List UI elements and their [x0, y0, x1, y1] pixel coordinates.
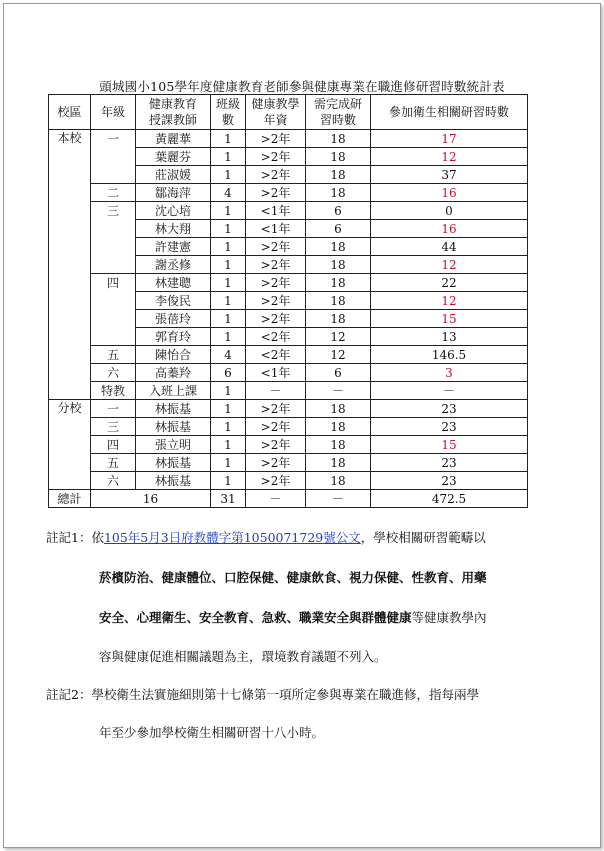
class-count-cell: 1	[211, 238, 246, 256]
required-hours-cell: 18	[306, 274, 371, 292]
attended-hours-cell: 3	[371, 364, 528, 382]
total-required: －	[306, 490, 371, 508]
teaching-years-cell: >2年	[246, 256, 306, 274]
grade-cell	[91, 328, 136, 346]
teacher-cell: 黃麗華	[136, 130, 211, 148]
class-count-cell: 1	[211, 328, 246, 346]
teaching-years-cell: >2年	[246, 418, 306, 436]
official-document-link[interactable]: 105年5月3日府教體字第1050071729號公文	[103, 530, 361, 545]
teacher-cell: 陳怡合	[136, 346, 211, 364]
attended-hours-cell: 23	[371, 400, 528, 418]
attended-hours-cell: 22	[371, 274, 528, 292]
class-count-cell: 1	[211, 274, 246, 292]
grade-cell	[91, 310, 136, 328]
required-hours-cell: 6	[306, 202, 371, 220]
grade-cell	[91, 148, 136, 166]
table-row	[49, 184, 528, 202]
class-count-cell: 1	[211, 220, 246, 238]
required-hours-cell: 6	[306, 364, 371, 382]
table-row	[49, 328, 528, 346]
class-count-cell: 1	[211, 256, 246, 274]
grade-cell	[91, 256, 136, 274]
teaching-years-cell: >2年	[246, 310, 306, 328]
table-row	[49, 238, 528, 256]
attended-hours-cell: 37	[371, 166, 528, 184]
table-row	[49, 418, 528, 436]
attended-hours-cell: 12	[371, 148, 528, 166]
teaching-years-cell: >2年	[246, 454, 306, 472]
teacher-cell: 沈心培	[136, 202, 211, 220]
required-hours-cell: 18	[306, 436, 371, 454]
class-count-cell: 1	[211, 166, 246, 184]
class-count-cell: 1	[211, 292, 246, 310]
column-header: 班級 數	[211, 95, 246, 130]
column-header: 健康教學 年資	[246, 95, 306, 130]
class-count-cell: 1	[211, 436, 246, 454]
teacher-cell: 莊淑媛	[136, 166, 211, 184]
required-hours-cell: 18	[306, 454, 371, 472]
grade-cell: 特教	[91, 382, 136, 400]
teaching-years-cell: <2年	[246, 328, 306, 346]
required-hours-cell: 18	[306, 310, 371, 328]
column-header: 校區	[49, 95, 91, 130]
total-label: 總計	[49, 490, 91, 508]
class-count-cell: 4	[211, 346, 246, 364]
required-hours-cell: 18	[306, 184, 371, 202]
class-count-cell: 1	[211, 130, 246, 148]
teaching-years-cell: >2年	[246, 148, 306, 166]
total-teachers: 16	[91, 490, 211, 508]
teaching-years-cell: <1年	[246, 220, 306, 238]
note-1-prefix: 註記1：依	[46, 530, 104, 545]
note-2-line-2: 年至少參加學校衛生相關研習十八小時。	[99, 725, 325, 740]
attended-hours-cell: 146.5	[371, 346, 528, 364]
required-hours-cell: 12	[306, 346, 371, 364]
table-row	[49, 220, 528, 238]
note-1-after-link: ，學校相關研習範疇以	[360, 530, 486, 545]
note-1-topics-line-1: 菸檳防治、健康體位、口腔保健、健康飲食、視力保健、性教育、用藥	[99, 570, 487, 585]
required-hours-cell: 12	[306, 328, 371, 346]
required-hours-cell: 18	[306, 418, 371, 436]
required-hours-cell: 18	[306, 400, 371, 418]
note-1-line-4: 容與健康促進相關議題為主，環境教育議題不列入。	[99, 649, 387, 664]
teaching-years-cell: >2年	[246, 436, 306, 454]
class-count-cell: 1	[211, 418, 246, 436]
teacher-cell: 林振基	[136, 454, 211, 472]
grade-cell: 四	[91, 274, 136, 292]
attended-hours-cell: 23	[371, 472, 528, 490]
grade-cell: 三	[91, 202, 136, 220]
total-hours: 472.5	[371, 490, 528, 508]
total-years: －	[246, 490, 306, 508]
campus-cell: 分校	[49, 400, 91, 490]
attended-hours-cell: 15	[371, 436, 528, 454]
teacher-cell: 張蓓玲	[136, 310, 211, 328]
class-count-cell: 1	[211, 454, 246, 472]
table-row	[49, 166, 528, 184]
required-hours-cell: 18	[306, 166, 371, 184]
class-count-cell: 6	[211, 364, 246, 382]
teacher-cell: 郭育玲	[136, 328, 211, 346]
grade-cell: 一	[91, 130, 136, 148]
table-row	[49, 202, 528, 220]
column-header: 健康教育 授課教師	[136, 95, 211, 130]
grade-cell	[91, 238, 136, 256]
grade-cell: 一	[91, 400, 136, 418]
grade-cell	[91, 166, 136, 184]
attended-hours-cell: 17	[371, 130, 528, 148]
attended-hours-cell: 16	[371, 184, 528, 202]
class-count-cell: 1	[211, 148, 246, 166]
teaching-years-cell: －	[246, 382, 306, 400]
teaching-years-cell: >2年	[246, 472, 306, 490]
required-hours-cell: 18	[306, 148, 371, 166]
required-hours-cell: 6	[306, 220, 371, 238]
class-count-cell: 1	[211, 382, 246, 400]
attended-hours-cell: －	[371, 382, 528, 400]
class-count-cell: 1	[211, 400, 246, 418]
document-title: 頭城國小105學年度健康教育老師參與健康專業在職進修研習時數統計表	[99, 79, 505, 94]
grade-cell	[91, 220, 136, 238]
table-row	[49, 310, 528, 328]
teacher-cell: 林振基	[136, 400, 211, 418]
total-classes: 31	[211, 490, 246, 508]
required-hours-cell: 18	[306, 292, 371, 310]
teacher-cell: 張立明	[136, 436, 211, 454]
teacher-cell: 林振基	[136, 418, 211, 436]
grade-cell	[91, 292, 136, 310]
teacher-cell: 高蓁羚	[136, 364, 211, 382]
teaching-years-cell: >2年	[246, 130, 306, 148]
required-hours-cell: 18	[306, 472, 371, 490]
campus-cell: 本校	[49, 130, 91, 400]
note-1-topics-line-2	[99, 608, 487, 626]
table-row	[49, 148, 528, 166]
teaching-years-cell: >2年	[246, 238, 306, 256]
table-row	[49, 130, 528, 148]
note-1-topics-bold: 安全、心理衛生、安全教育、急救、職業安全與群體健康	[99, 610, 412, 625]
required-hours-cell: 18	[306, 256, 371, 274]
teaching-years-cell: >2年	[246, 166, 306, 184]
attended-hours-cell: 12	[371, 292, 528, 310]
attended-hours-cell: 13	[371, 328, 528, 346]
note-1-line-1	[46, 528, 486, 546]
table-row	[49, 454, 528, 472]
total-row	[49, 490, 528, 508]
attended-hours-cell: 12	[371, 256, 528, 274]
column-header: 需完成研 習時數	[306, 95, 371, 130]
table-row	[49, 256, 528, 274]
required-hours-cell: 18	[306, 238, 371, 256]
teacher-cell: 林振基	[136, 472, 211, 490]
attended-hours-cell: 15	[371, 310, 528, 328]
teacher-cell: 謝丞修	[136, 256, 211, 274]
teaching-years-cell: <1年	[246, 364, 306, 382]
hours-table	[48, 94, 528, 508]
table-row	[49, 346, 528, 364]
table-row	[49, 472, 528, 490]
teacher-cell: 葉麗芬	[136, 148, 211, 166]
table-row	[49, 400, 528, 418]
required-hours-cell: －	[306, 382, 371, 400]
teacher-cell: 李俊民	[136, 292, 211, 310]
grade-cell: 四	[91, 436, 136, 454]
note-2-line-1: 註記2：學校衛生法實施細則第十七條第一項所定參與專業在職進修，指每兩學	[46, 687, 479, 702]
grade-cell: 三	[91, 418, 136, 436]
table-header-row	[49, 95, 528, 130]
teaching-years-cell: >2年	[246, 274, 306, 292]
teaching-years-cell: <2年	[246, 346, 306, 364]
grade-cell: 二	[91, 184, 136, 202]
class-count-cell: 1	[211, 202, 246, 220]
table-row	[49, 382, 528, 400]
grade-cell: 五	[91, 454, 136, 472]
column-header: 參加衛生相關研習時數	[371, 95, 528, 130]
table-row	[49, 436, 528, 454]
teaching-years-cell: >2年	[246, 400, 306, 418]
grade-cell: 五	[91, 346, 136, 364]
note-1-topics-tail: 等健康教學內	[411, 610, 487, 625]
attended-hours-cell: 44	[371, 238, 528, 256]
table-row	[49, 364, 528, 382]
table-row	[49, 292, 528, 310]
attended-hours-cell: 23	[371, 418, 528, 436]
teaching-years-cell: >2年	[246, 292, 306, 310]
table-row	[49, 274, 528, 292]
class-count-cell: 1	[211, 310, 246, 328]
teaching-years-cell: <1年	[246, 202, 306, 220]
attended-hours-cell: 16	[371, 220, 528, 238]
required-hours-cell: 18	[306, 130, 371, 148]
grade-cell: 六	[91, 364, 136, 382]
teacher-cell: 林建聰	[136, 274, 211, 292]
teacher-cell: 入班上課	[136, 382, 211, 400]
column-header: 年級	[91, 95, 136, 130]
class-count-cell: 4	[211, 184, 246, 202]
attended-hours-cell: 23	[371, 454, 528, 472]
teaching-years-cell: >2年	[246, 184, 306, 202]
teacher-cell: 許建憲	[136, 238, 211, 256]
teacher-cell: 鄒海萍	[136, 184, 211, 202]
teacher-cell: 林大翔	[136, 220, 211, 238]
class-count-cell: 1	[211, 472, 246, 490]
attended-hours-cell: 0	[371, 202, 528, 220]
grade-cell: 六	[91, 472, 136, 490]
